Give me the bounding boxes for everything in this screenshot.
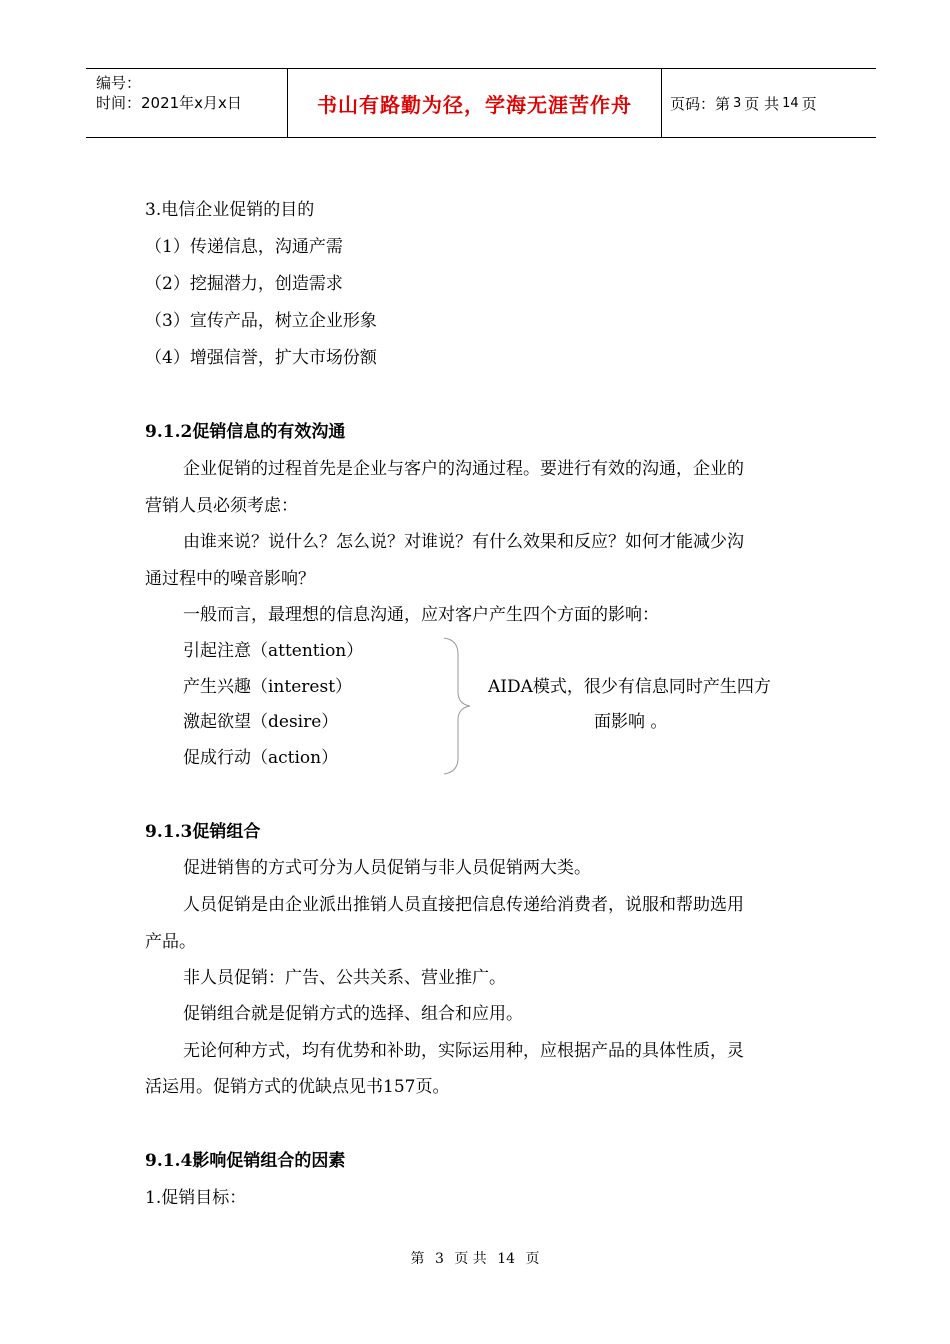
paragraph: 无论何种方式，均有优势和补助，实际运用种，应根据产品的具体性质，灵 <box>183 1041 744 1061</box>
brace-icon <box>440 636 480 776</box>
page-prefix: 页码：第 <box>670 94 731 113</box>
list-item: （1）传递信息，沟通产需 <box>145 237 343 257</box>
header-motto-cell <box>287 69 662 137</box>
paragraph: 一般而言，最理想的信息沟通，应对客户产生四个方面的影响： <box>183 605 659 625</box>
paragraph: 促进销售的方式可分为人员促销与非人员促销两大类。 <box>183 858 591 878</box>
paragraph: 非人员促销：广告、公共关系、营业推广。 <box>183 968 506 988</box>
aida-item: 激起欲望（desire） <box>183 712 339 732</box>
motto-text: 书山有路勤为径，学海无涯苦作舟 <box>317 92 632 117</box>
header-page-info <box>662 69 876 137</box>
list-item: （4）增强信誉，扩大市场份额 <box>145 348 377 368</box>
number-label: 编号： <box>96 74 142 92</box>
list-item: （3）宣传产品，树立企业形象 <box>145 311 377 331</box>
paragraph: 营销人员必须考虑： <box>145 496 298 516</box>
page-footer <box>0 1248 950 1268</box>
page-current: 3 <box>733 95 742 111</box>
footer-total: 14 <box>497 1251 516 1267</box>
time-label: 时间：2021年x月x日 <box>96 94 242 112</box>
paragraph: 促销组合就是促销方式的选择、组合和应用。 <box>183 1004 523 1024</box>
list-item: （2）挖掘潜力，创造需求 <box>145 274 343 294</box>
footer-prefix: 第 <box>410 1251 425 1267</box>
page-suffix: 页 <box>801 94 817 113</box>
paragraph: 通过程中的噪音影响？ <box>145 569 315 589</box>
footer-mid: 页 共 <box>454 1251 487 1267</box>
paragraph: 产品。 <box>145 932 196 952</box>
aida-note: 面影响 。 <box>594 712 668 732</box>
aida-note: AIDA模式，很少有信息同时产生四方 <box>488 677 771 697</box>
page-total: 14 <box>782 95 799 111</box>
page-mid: 页 共 <box>744 94 780 113</box>
paragraph: 活运用。促销方式的优缺点见书157页。 <box>145 1077 450 1097</box>
footer-suffix: 页 <box>525 1251 540 1267</box>
page-header <box>86 68 876 138</box>
section-title: 3.电信企业促销的目的 <box>145 200 315 220</box>
paragraph: 由谁来说？说什么？怎么说？对谁说？有什么效果和反应？如何才能减少沟 <box>183 532 744 552</box>
footer-current: 3 <box>434 1251 444 1267</box>
list-item: 1.促销目标： <box>145 1188 247 1208</box>
aida-item: 促成行动（action） <box>183 748 339 768</box>
header-meta <box>86 69 287 137</box>
aida-item: 产生兴趣（interest） <box>183 677 353 697</box>
section-heading: 9.1.2促销信息的有效沟通 <box>145 422 346 442</box>
aida-item: 引起注意（attention） <box>183 641 364 661</box>
paragraph: 企业促销的过程首先是企业与客户的沟通过程。要进行有效的沟通，企业的 <box>183 459 744 479</box>
section-heading: 9.1.4影响促销组合的因素 <box>145 1151 346 1171</box>
section-heading: 9.1.3促销组合 <box>145 822 261 842</box>
paragraph: 人员促销是由企业派出推销人员直接把信息传递给消费者，说服和帮助选用 <box>183 895 744 915</box>
